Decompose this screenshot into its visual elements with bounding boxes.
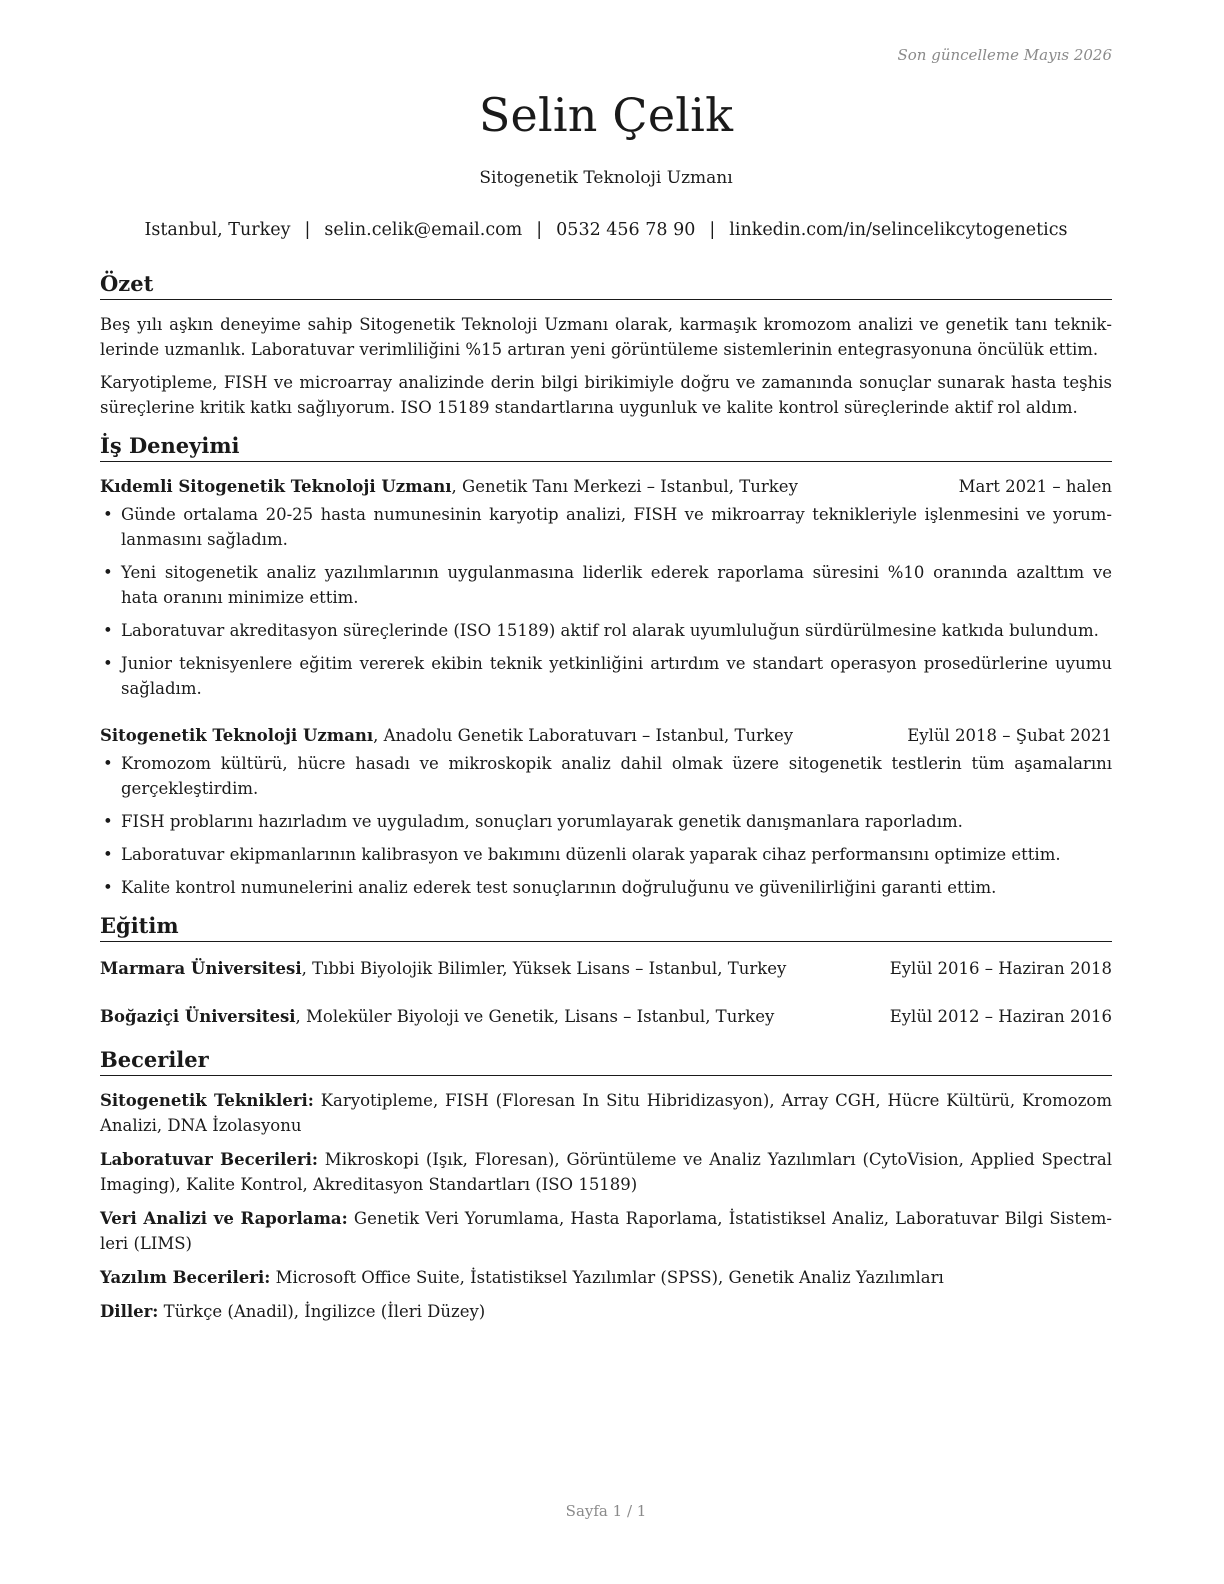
contact-separator: | [304, 220, 311, 240]
skill-line [100, 1147, 1112, 1197]
job-header [100, 723, 1112, 748]
education-line [100, 1004, 774, 1029]
list-item: • Yeni sitogenetik analiz yazılımlarının uygulanmasına liderlik ederek raporlama süresini %10 oranında azalttım ve hata oranını minimize ettim. [100, 560, 1112, 610]
section-heading: Özet [100, 270, 1112, 300]
contact-linkedin[interactable]: linkedin.com/in/selincelikcytogenetics [729, 220, 1068, 240]
section-heading: Beceriler [100, 1046, 1112, 1076]
list-item: • FISH problarını hazırladım ve uyguladım, sonuçları yorumlayarak genetik danışmanlara raporladım. [100, 809, 1112, 834]
summary-section [100, 270, 1112, 420]
job-role-line [100, 474, 798, 499]
section-heading: Eğitim [100, 912, 1112, 942]
list-item: • Laboratuvar ekipmanlarının kalibrasyon ve bakımını düzenli olarak yaparak cihaz performansını optimize ettim. [100, 842, 1112, 867]
skill-label: Diller: [100, 1302, 159, 1321]
job-organization: , Anadolu Genetik Laboratuvarı – Istanbul, Turkey [373, 726, 794, 745]
contact-separator: | [709, 220, 716, 240]
contact-line [100, 220, 1112, 240]
skill-text: Türkçe (Anadil), İngilizce (İleri Düzey) [158, 1302, 486, 1321]
list-item: • Günde ortalama 20-25 hasta numunesinin karyotip analizi, FISH ve mikroarray teknikleriyle işlenmesini ve yorumlanmasını sağladım. [100, 502, 1112, 552]
section-heading: İş Deneyimi [100, 432, 1112, 462]
education-line [100, 956, 786, 981]
job-bullets [100, 751, 1112, 900]
job-role-line [100, 723, 793, 748]
skill-label: Yazılım Becerileri: [100, 1268, 271, 1287]
skill-text: Genetik Veri Yorumlama, Hasta Raporlama, İstatistiksel Analiz, Laboratuvar Bilgi Sistemleri (LIMS) [100, 1209, 1112, 1253]
education-school: Marmara Üniversitesi [100, 959, 302, 978]
skill-label: Sitogenetik Teknikleri: [100, 1091, 314, 1110]
list-item: • Kromozom kültürü, hücre hasadı ve mikroskopik analiz dahil olmak üzere sitogenetik testlerin tüm aşamalarını gerçekleştirdim. [100, 751, 1112, 801]
education-section [100, 912, 1112, 1029]
job-bullets [100, 502, 1112, 701]
list-item: • Kalite kontrol numunelerini analiz ederek test sonuçlarının doğruluğunu ve güvenilirliğini garanti ettim. [100, 875, 1112, 900]
job-role: Kıdemli Sitogenetik Teknoloji Uzmanı [100, 477, 452, 496]
education-school: Boğaziçi Üniversitesi [100, 1007, 296, 1026]
skills-section [100, 1046, 1112, 1324]
skill-text: Karyotipleme, FISH (Floresan In Situ Hibridizasyon), Array CGH, Hücre Kültürü, Kromozom Analizi, DNA İzolasyonu [100, 1091, 1112, 1135]
education-entry [100, 1004, 1112, 1029]
contact-email[interactable]: selin.celik@email.com [324, 220, 523, 240]
contact-phone[interactable]: 0532 456 78 90 [556, 220, 696, 240]
contact-separator: | [536, 220, 543, 240]
skill-line [100, 1299, 1112, 1324]
job-title: Sitogenetik Teknoloji Uzmanı [479, 168, 733, 188]
job-dates: Mart 2021 – halen [958, 477, 1112, 496]
education-detail: , Moleküler Biyoloji ve Genetik, Lisans – Istanbul, Turkey [295, 1007, 775, 1026]
resume-page [100, 0, 1112, 1584]
education-detail: , Tıbbi Biyolojik Bilimler, Yüksek Lisans – Istanbul, Turkey [301, 959, 787, 978]
experience-section [100, 432, 1112, 900]
job-header [100, 474, 1112, 499]
candidate-name: Selin Çelik [478, 88, 734, 142]
job-entry [100, 723, 1112, 900]
summary-paragraph: Beş yılı aşkın deneyime sahip Sitogenetik Teknoloji Uzmanı olarak, karmaşık kromozom analizi ve genetik tanı tekniklerinde uzmanlık. Laboratuvar verimliliğini %15 artıran yeni görüntüleme sistemlerinin entegrasyonuna öncülük ettim. [100, 315, 1112, 359]
list-item: • Laboratuvar akreditasyon süreçlerinde (ISO 15189) aktif rol alarak uyumluluğun sürdürülmesine katkıda bulundum. [100, 618, 1112, 643]
job-role: Sitogenetik Teknoloji Uzmanı [100, 726, 374, 745]
skill-line [100, 1265, 1112, 1290]
list-item: • Junior teknisyenlere eğitim vererek ekibin teknik yetkinliğini artırdım ve standart operasyon prosedürlerine uyumu sağladım. [100, 651, 1112, 701]
resume-content [100, 270, 1112, 1333]
education-dates: Eylül 2012 – Haziran 2016 [889, 1007, 1112, 1026]
skill-line [100, 1088, 1112, 1138]
job-dates: Eylül 2018 – Şubat 2021 [907, 726, 1112, 745]
skill-text: Mikroskopi (Işık, Floresan), Görüntüleme ve Analiz Yazılımları (CytoVision, Applied Spectral Imaging), Kalite Kontrol, Akreditasyon Standartları (ISO 15189) [100, 1150, 1112, 1194]
summary-paragraph: Karyotipleme, FISH ve microarray analizinde derin bilgi birikimiyle doğru ve zamanında sonuçlar sunarak hasta teşhis süreçlerine kritik katkı sağlıyorum. ISO 15189 standartlarına uygunluk ve kalite kontrol süreçlerinde aktif rol aldım. [100, 373, 1112, 417]
page-number: Sayfa 1 / 1 [565, 1502, 647, 1520]
last-updated-note: Son güncelleme Mayıs 2026 [897, 46, 1112, 64]
contact-location: Istanbul, Turkey [144, 220, 291, 240]
skill-line [100, 1206, 1112, 1256]
job-entry [100, 474, 1112, 701]
job-organization: , Genetik Tanı Merkezi – Istanbul, Turkey [451, 477, 798, 496]
education-entry [100, 956, 1112, 981]
education-dates: Eylül 2016 – Haziran 2018 [889, 959, 1112, 978]
skill-label: Laboratuvar Becerileri: [100, 1150, 318, 1169]
skill-text: Microsoft Office Suite, İstatistiksel Yazılımlar (SPSS), Genetik Analiz Yazılımları [270, 1268, 944, 1287]
skill-label: Veri Analizi ve Raporlama: [100, 1209, 348, 1228]
